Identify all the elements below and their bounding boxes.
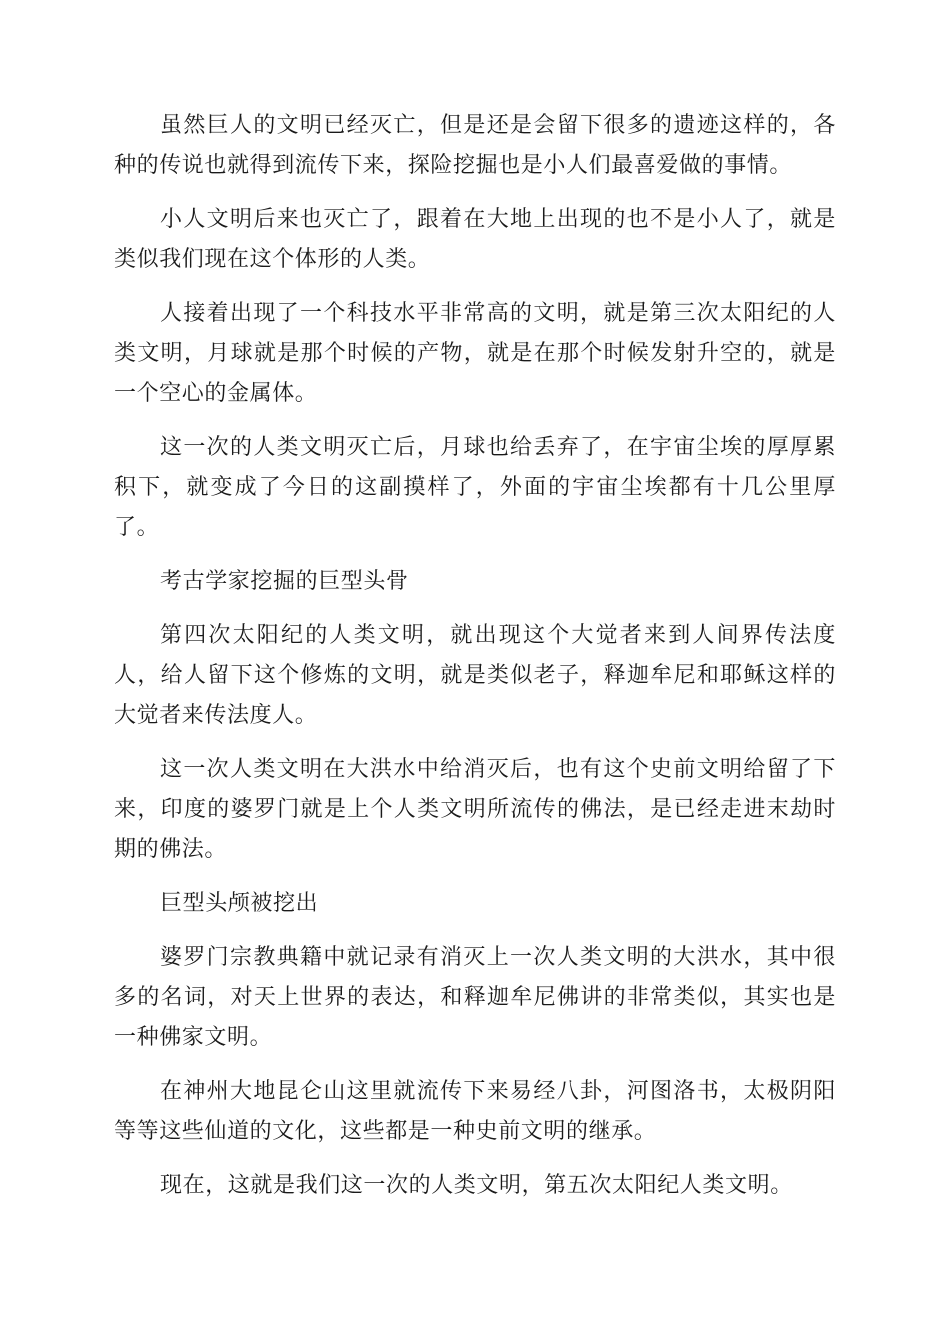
paragraph-1: 虽然巨人的文明已经灭亡，但是还是会留下很多的遗迹这样的，各种的传说也就得到流传下来，探险挖掘也是小人们最喜爱做的事情。 (114, 113, 836, 178)
document-body (114, 106, 836, 1220)
paragraph-8: 在神州大地昆仑山这里就流传下来易经八卦，河图洛书，太极阴阳等等这些仙道的文化，这些都是一种史前文明的继承。 (114, 1079, 836, 1144)
paragraph-6: 这一次人类文明在大洪水中给消灭后，也有这个史前文明给留了下来，印度的婆罗门就是上个人类文明所流传的佛法，是已经走进末劫时期的佛法。 (114, 757, 836, 862)
paragraph-9: 现在，这就是我们这一次的人类文明，第五次太阳纪人类文明。 (160, 1173, 793, 1198)
paragraph-5: 第四次太阳纪的人类文明，就出现这个大觉者来到人间界传法度人，给人留下这个修炼的文明，就是类似老子，释迦牟尼和耶稣这样的大觉者来传法度人。 (114, 623, 836, 728)
image-caption-skull: 考古学家挖掘的巨型头骨 (160, 569, 409, 594)
paragraph-4: 这一次的人类文明灭亡后，月球也给丢弃了，在宇宙尘埃的厚厚累积下，就变成了今日的这副摸样了，外面的宇宙尘埃都有十几公里厚了。 (114, 435, 836, 540)
image-caption-head: 巨型头颅被挖出 (160, 891, 319, 916)
paragraph-3: 人接着出现了一个科技水平非常高的文明，就是第三次太阳纪的人类文明，月球就是那个时候的产物，就是在那个时候发射升空的，就是一个空心的金属体。 (114, 301, 836, 406)
paragraph-7: 婆罗门宗教典籍中就记录有消灭上一次人类文明的大洪水，其中很多的名词，对天上世界的表达，和释迦牟尼佛讲的非常类似，其实也是一种佛家文明。 (114, 945, 836, 1050)
paragraph-2: 小人文明后来也灭亡了，跟着在大地上出现的也不是小人了，就是类似我们现在这个体形的人类。 (114, 207, 836, 272)
